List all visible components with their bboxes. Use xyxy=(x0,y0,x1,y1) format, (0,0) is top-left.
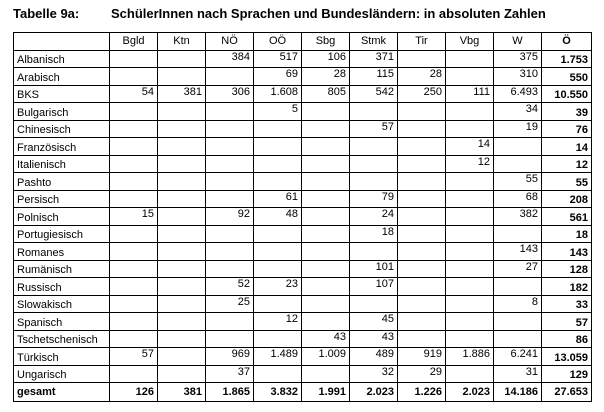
table-row xyxy=(14,155,592,173)
value-cell xyxy=(158,155,206,173)
value-cell xyxy=(206,243,254,261)
value-cell: 43 xyxy=(350,330,398,348)
language-cell: Russisch xyxy=(14,278,110,296)
value-cell: 31 xyxy=(494,365,542,383)
value-cell xyxy=(446,120,494,138)
value-cell xyxy=(254,173,302,191)
value-cell xyxy=(254,295,302,313)
value-cell xyxy=(254,225,302,243)
value-cell xyxy=(110,278,158,296)
language-cell: Ungarisch xyxy=(14,365,110,383)
value-cell xyxy=(158,330,206,348)
value-cell: 57 xyxy=(110,348,158,366)
language-cell: Türkisch xyxy=(14,348,110,366)
value-cell: 3.832 xyxy=(254,383,302,402)
value-cell xyxy=(350,103,398,121)
value-cell xyxy=(494,313,542,331)
value-cell: 381 xyxy=(158,383,206,402)
value-cell xyxy=(110,313,158,331)
language-cell: Slowakisch xyxy=(14,295,110,313)
language-cell: Polnisch xyxy=(14,208,110,226)
table-number: Tabelle 9a: xyxy=(13,6,80,21)
value-cell: 6.493 xyxy=(494,85,542,103)
table-row xyxy=(14,50,592,68)
value-cell xyxy=(398,313,446,331)
value-cell: 29 xyxy=(398,365,446,383)
value-cell xyxy=(158,348,206,366)
value-cell: 2.023 xyxy=(350,383,398,402)
value-cell xyxy=(254,243,302,261)
value-cell xyxy=(446,330,494,348)
value-cell xyxy=(206,330,254,348)
table-row xyxy=(14,313,592,331)
header-cell: W xyxy=(494,33,542,51)
value-cell xyxy=(302,260,350,278)
value-cell: 14 xyxy=(446,138,494,156)
value-cell: 143 xyxy=(494,243,542,261)
value-cell: 1.009 xyxy=(302,348,350,366)
value-cell xyxy=(446,50,494,68)
language-cell: Spanisch xyxy=(14,313,110,331)
value-cell: 382 xyxy=(494,208,542,226)
value-cell xyxy=(302,138,350,156)
value-cell: 57 xyxy=(350,120,398,138)
value-cell: 107 xyxy=(350,278,398,296)
value-cell xyxy=(158,208,206,226)
value-cell xyxy=(206,260,254,278)
value-cell xyxy=(494,155,542,173)
austria-total-cell: 208 xyxy=(542,190,592,208)
value-cell: 1.886 xyxy=(446,348,494,366)
value-cell xyxy=(254,365,302,383)
table-row xyxy=(14,120,592,138)
table-row xyxy=(14,295,592,313)
value-cell: 28 xyxy=(302,68,350,86)
austria-total-cell: 86 xyxy=(542,330,592,348)
value-cell: 43 xyxy=(302,330,350,348)
table-body xyxy=(14,50,592,402)
value-cell xyxy=(446,190,494,208)
value-cell xyxy=(110,190,158,208)
header-cell-blank xyxy=(14,33,110,51)
value-cell xyxy=(446,173,494,191)
value-cell xyxy=(398,208,446,226)
value-cell: 45 xyxy=(350,313,398,331)
value-cell xyxy=(494,330,542,348)
value-cell: 489 xyxy=(350,348,398,366)
austria-total-cell: 76 xyxy=(542,120,592,138)
value-cell xyxy=(206,225,254,243)
value-cell xyxy=(158,225,206,243)
value-cell xyxy=(110,173,158,191)
value-cell: 25 xyxy=(206,295,254,313)
value-cell: 101 xyxy=(350,260,398,278)
value-cell xyxy=(110,330,158,348)
austria-total-cell: 18 xyxy=(542,225,592,243)
header-cell: Stmk xyxy=(350,33,398,51)
header-cell: Sbg xyxy=(302,33,350,51)
value-cell: 8 xyxy=(494,295,542,313)
table-row xyxy=(14,190,592,208)
table-title xyxy=(13,6,546,21)
table-row xyxy=(14,225,592,243)
value-cell xyxy=(302,190,350,208)
header-row xyxy=(14,33,592,51)
austria-total-cell: 143 xyxy=(542,243,592,261)
value-cell: 27 xyxy=(494,260,542,278)
value-cell xyxy=(398,225,446,243)
value-cell xyxy=(350,138,398,156)
value-cell: 15 xyxy=(110,208,158,226)
value-cell xyxy=(110,50,158,68)
language-cell: Portugiesisch xyxy=(14,225,110,243)
value-cell xyxy=(398,190,446,208)
value-cell xyxy=(302,208,350,226)
austria-total-cell: 57 xyxy=(542,313,592,331)
value-cell: 24 xyxy=(350,208,398,226)
value-cell xyxy=(158,243,206,261)
value-cell xyxy=(350,295,398,313)
value-cell: 68 xyxy=(494,190,542,208)
value-cell: 126 xyxy=(110,383,158,402)
value-cell: 1.865 xyxy=(206,383,254,402)
austria-total-cell: 129 xyxy=(542,365,592,383)
value-cell xyxy=(446,365,494,383)
value-cell xyxy=(254,330,302,348)
value-cell: 32 xyxy=(350,365,398,383)
value-cell: 18 xyxy=(350,225,398,243)
value-cell xyxy=(398,155,446,173)
data-table xyxy=(13,32,592,402)
value-cell xyxy=(446,68,494,86)
header-cell: NÖ xyxy=(206,33,254,51)
value-cell xyxy=(302,173,350,191)
language-cell: Romanes xyxy=(14,243,110,261)
value-cell xyxy=(206,68,254,86)
value-cell xyxy=(494,225,542,243)
value-cell: 79 xyxy=(350,190,398,208)
value-cell: 12 xyxy=(446,155,494,173)
austria-total-cell: 33 xyxy=(542,295,592,313)
austria-total-cell: 13.059 xyxy=(542,348,592,366)
value-cell: 37 xyxy=(206,365,254,383)
value-cell xyxy=(446,208,494,226)
value-cell xyxy=(302,120,350,138)
value-cell xyxy=(158,50,206,68)
value-cell xyxy=(206,138,254,156)
value-cell: 381 xyxy=(158,85,206,103)
value-cell xyxy=(398,120,446,138)
austria-total-cell: 128 xyxy=(542,260,592,278)
value-cell xyxy=(158,365,206,383)
value-cell xyxy=(158,295,206,313)
value-cell xyxy=(110,225,158,243)
value-cell xyxy=(398,330,446,348)
value-cell xyxy=(398,295,446,313)
language-cell: Arabisch xyxy=(14,68,110,86)
value-cell xyxy=(446,243,494,261)
value-cell: 92 xyxy=(206,208,254,226)
header-cell: Vbg xyxy=(446,33,494,51)
value-cell: 23 xyxy=(254,278,302,296)
value-cell: 542 xyxy=(350,85,398,103)
value-cell xyxy=(398,260,446,278)
table-row xyxy=(14,243,592,261)
value-cell: 115 xyxy=(350,68,398,86)
value-cell: 250 xyxy=(398,85,446,103)
value-cell xyxy=(398,173,446,191)
value-cell xyxy=(398,50,446,68)
language-cell: Persisch xyxy=(14,190,110,208)
value-cell xyxy=(350,243,398,261)
table-row xyxy=(14,138,592,156)
value-cell: 55 xyxy=(494,173,542,191)
value-cell: 19 xyxy=(494,120,542,138)
austria-total-cell: 55 xyxy=(542,173,592,191)
value-cell xyxy=(350,173,398,191)
value-cell: 969 xyxy=(206,348,254,366)
value-cell: 310 xyxy=(494,68,542,86)
header-cell: Tir xyxy=(398,33,446,51)
austria-total-cell: 182 xyxy=(542,278,592,296)
table-header xyxy=(14,33,592,51)
value-cell: 1.489 xyxy=(254,348,302,366)
value-cell: 375 xyxy=(494,50,542,68)
value-cell: 34 xyxy=(494,103,542,121)
value-cell xyxy=(110,68,158,86)
value-cell: 48 xyxy=(254,208,302,226)
total-label: gesamt xyxy=(14,383,110,402)
value-cell xyxy=(446,103,494,121)
austria-total-cell: 550 xyxy=(542,68,592,86)
austria-total-cell: 561 xyxy=(542,208,592,226)
value-cell xyxy=(398,138,446,156)
value-cell xyxy=(206,103,254,121)
language-cell: BKS xyxy=(14,85,110,103)
value-cell xyxy=(110,260,158,278)
table-caption: SchülerInnen nach Sprachen und Bundesländern: in absoluten Zahlen xyxy=(111,6,546,21)
austria-total-cell: 39 xyxy=(542,103,592,121)
table-row xyxy=(14,365,592,383)
value-cell xyxy=(158,260,206,278)
value-cell xyxy=(494,278,542,296)
table-row xyxy=(14,173,592,191)
value-cell xyxy=(110,120,158,138)
language-cell: Bulgarisch xyxy=(14,103,110,121)
value-cell: 805 xyxy=(302,85,350,103)
value-cell xyxy=(158,138,206,156)
value-cell xyxy=(110,103,158,121)
value-cell: 306 xyxy=(206,85,254,103)
value-cell xyxy=(446,313,494,331)
value-cell xyxy=(110,295,158,313)
table-row xyxy=(14,85,592,103)
value-cell: 919 xyxy=(398,348,446,366)
table-row xyxy=(14,103,592,121)
value-cell: 106 xyxy=(302,50,350,68)
header-cell: Bgld xyxy=(110,33,158,51)
value-cell: 1.991 xyxy=(302,383,350,402)
value-cell xyxy=(158,190,206,208)
value-cell xyxy=(446,260,494,278)
value-cell xyxy=(158,173,206,191)
value-cell xyxy=(302,243,350,261)
language-cell: Rumänisch xyxy=(14,260,110,278)
value-cell xyxy=(350,155,398,173)
value-cell: 54 xyxy=(110,85,158,103)
total-row xyxy=(14,383,592,402)
language-cell: Französisch xyxy=(14,138,110,156)
value-cell xyxy=(494,138,542,156)
value-cell xyxy=(302,295,350,313)
value-cell xyxy=(398,103,446,121)
value-cell xyxy=(302,278,350,296)
value-cell xyxy=(446,225,494,243)
value-cell xyxy=(206,120,254,138)
value-cell xyxy=(398,243,446,261)
value-cell xyxy=(158,313,206,331)
value-cell xyxy=(206,313,254,331)
header-cell: OÖ xyxy=(254,33,302,51)
value-cell xyxy=(302,155,350,173)
value-cell: 28 xyxy=(398,68,446,86)
value-cell xyxy=(254,138,302,156)
table-row xyxy=(14,68,592,86)
value-cell xyxy=(302,103,350,121)
value-cell xyxy=(158,103,206,121)
value-cell xyxy=(158,120,206,138)
value-cell xyxy=(158,278,206,296)
austria-total-cell: 12 xyxy=(542,155,592,173)
value-cell xyxy=(158,68,206,86)
value-cell: 6.241 xyxy=(494,348,542,366)
language-cell: Chinesisch xyxy=(14,120,110,138)
value-cell xyxy=(446,295,494,313)
table-row xyxy=(14,260,592,278)
value-cell: 5 xyxy=(254,103,302,121)
value-cell: 12 xyxy=(254,313,302,331)
value-cell xyxy=(110,138,158,156)
austria-total-cell: 10.550 xyxy=(542,85,592,103)
value-cell: 2.023 xyxy=(446,383,494,402)
value-cell: 61 xyxy=(254,190,302,208)
value-cell: 69 xyxy=(254,68,302,86)
value-cell xyxy=(302,225,350,243)
value-cell xyxy=(302,313,350,331)
value-cell: 517 xyxy=(254,50,302,68)
header-cell: Ö xyxy=(542,33,592,51)
table-row xyxy=(14,208,592,226)
value-cell xyxy=(254,120,302,138)
austria-total-cell: 1.753 xyxy=(542,50,592,68)
value-cell xyxy=(110,243,158,261)
value-cell xyxy=(110,155,158,173)
language-cell: Pashto xyxy=(14,173,110,191)
header-cell: Ktn xyxy=(158,33,206,51)
table-row xyxy=(14,330,592,348)
value-cell xyxy=(110,365,158,383)
value-cell: 384 xyxy=(206,50,254,68)
value-cell xyxy=(206,155,254,173)
value-cell: 52 xyxy=(206,278,254,296)
value-cell xyxy=(302,365,350,383)
value-cell xyxy=(446,278,494,296)
table-row xyxy=(14,278,592,296)
table-row xyxy=(14,348,592,366)
austria-total-cell: 14 xyxy=(542,138,592,156)
language-cell: Italienisch xyxy=(14,155,110,173)
value-cell xyxy=(206,173,254,191)
language-cell: Tschetschenisch xyxy=(14,330,110,348)
language-cell: Albanisch xyxy=(14,50,110,68)
value-cell: 14.186 xyxy=(494,383,542,402)
value-cell xyxy=(206,190,254,208)
value-cell xyxy=(254,155,302,173)
value-cell: 1.226 xyxy=(398,383,446,402)
value-cell xyxy=(254,260,302,278)
value-cell: 111 xyxy=(446,85,494,103)
value-cell: 371 xyxy=(350,50,398,68)
value-cell: 1.608 xyxy=(254,85,302,103)
austria-total-cell: 27.653 xyxy=(542,383,592,402)
value-cell xyxy=(398,278,446,296)
